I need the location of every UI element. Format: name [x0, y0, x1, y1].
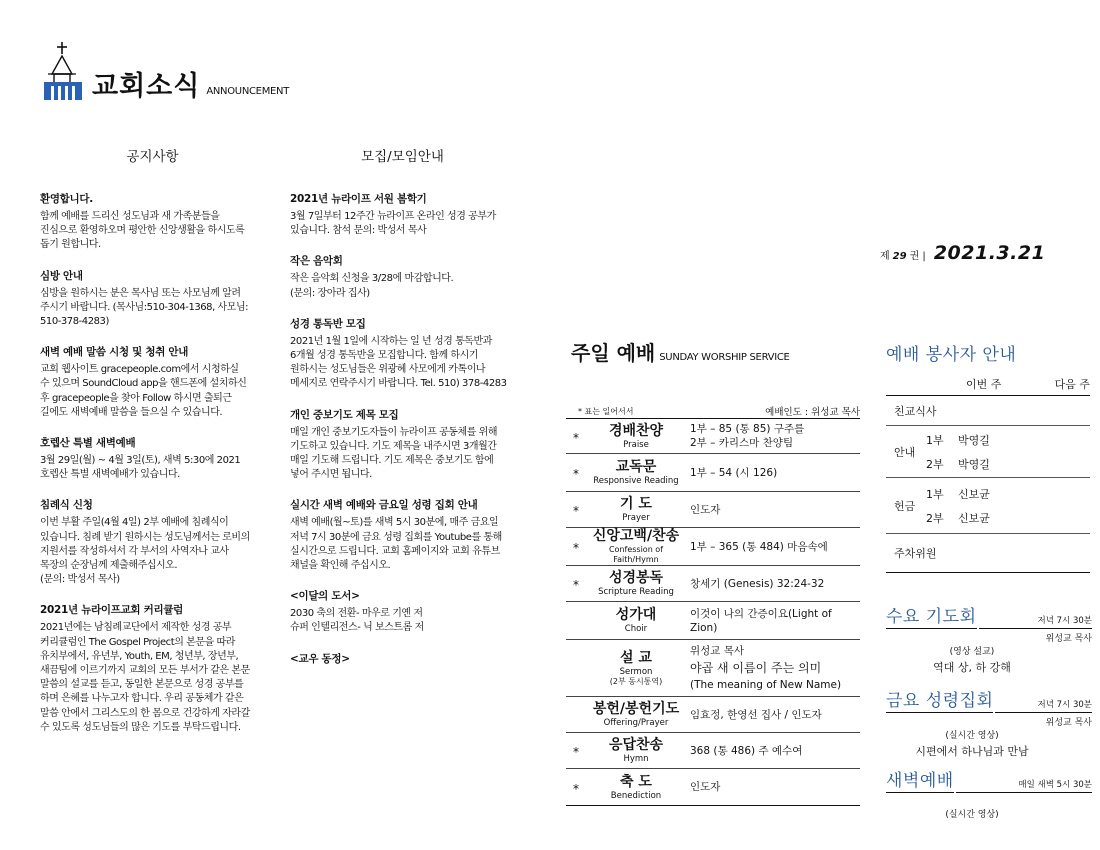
standing-note: * 표는 일어서서: [578, 407, 634, 416]
worship-item-name: [586, 423, 686, 450]
service-format: (영상 설교): [949, 647, 995, 657]
service-format: (실시간 영상): [945, 810, 999, 820]
recruit-title: 2021년 뉴라이프 서원 봄학기: [290, 193, 427, 205]
fellowship-label: 친교식사: [894, 404, 937, 418]
worship-item-en: Hymn: [623, 754, 649, 764]
notice-item: [40, 268, 265, 330]
worship-item-content: [686, 577, 860, 591]
worship-row: [566, 697, 860, 733]
vol-suffix: 권 |: [909, 251, 926, 262]
standing-mark: [566, 667, 586, 670]
recruit-title: 작은 음악회: [290, 255, 343, 268]
friday-service: [886, 686, 1092, 759]
worship-row: [566, 454, 860, 492]
notice-body: 교회 웹사이트 gracepeople.com에서 시청하실 수 있으며 SoundCloud app을 핸드폰에 설치하신 후 gracepeople을 찾아 Follow 하시면 출퇴근 길에도 새벽예배 말씀을 들으실 수 있습니다.: [40, 364, 247, 418]
worship-item-ko: 축 도: [620, 773, 652, 790]
worship-content-line: 임효정, 한영선 집사 / 인도자: [690, 708, 822, 721]
dawn-service: [886, 766, 1092, 820]
recruit-item: [290, 497, 515, 573]
worship-header: [571, 337, 790, 366]
volunteer-name: 신보균: [958, 487, 990, 501]
worship-item-ko: 설 교: [620, 649, 652, 666]
recruit-title: 실시간 새벽 예배와 금요일 성령 집회 안내: [290, 499, 478, 512]
service-title: 금요 성령집회: [886, 686, 993, 713]
standing-mark: *: [573, 504, 579, 518]
worship-item-en: Scripture Reading: [598, 587, 674, 597]
service-time: 저녁 7시 30분: [979, 614, 1092, 629]
volunteer-entry: [926, 428, 1018, 452]
offering-list: [926, 482, 1018, 530]
worship-content-line: 368 (통 486) 주 예수여: [690, 744, 803, 757]
service-header: [886, 602, 1092, 629]
recruit-body: 2021년 1월 1일에 시작하는 일 년 성경 통독반과 6개월 성경 통독반을 모집합니다. 함께 하시기 원하시는 성도님들은 위광혜 사모에게 카톡이나 메세지로 연락주시기 바랍니다. Tel. 510) 378-4283: [290, 335, 507, 390]
worship-content-line: 1부 – 365 (통 484) 마음속에: [690, 540, 828, 553]
worship-item-en: Praise: [623, 439, 649, 450]
worship-item-ko: 신앙고백/찬송: [592, 528, 680, 544]
volunteer-row: [886, 478, 1090, 534]
volunteer-entry: [926, 506, 1018, 530]
volunteers-table: [886, 395, 1090, 573]
notice-title: 2021년 뉴라이프교회 커리큘럼: [40, 604, 184, 617]
worship-content-line: 1부 – 85 (통 85) 구주를: [690, 423, 805, 435]
service-preacher: 위성교 목사: [1045, 634, 1092, 644]
worship-item-content: [686, 744, 860, 758]
worship-row: [566, 566, 860, 602]
church-icon: [40, 42, 86, 100]
recruit-body: 작은 음악회 신청을 3/28에 마감합니다. (문의: 장아라 집사): [290, 273, 454, 299]
worship-item-content: [686, 607, 860, 635]
notice-title: 침례식 신청: [40, 499, 93, 512]
service-topic: 역대 상, 하 강해: [933, 661, 1011, 674]
notice-body: 함께 예배를 드리신 성도님과 새 가족분들을 진심으로 환영하오며 평안한 신앙생활을 하시도록 돕기 원합니다.: [40, 211, 245, 251]
worship-item-en: Offering/Prayer: [603, 718, 669, 728]
issue-info: [880, 242, 1045, 264]
worship-row: [566, 419, 860, 454]
worship-item-name: [586, 528, 686, 565]
worship-row: [566, 602, 860, 640]
worship-item-en: Choir: [624, 624, 648, 634]
recruit-item: [290, 651, 515, 666]
service-preacher: 위성교 목사: [1045, 718, 1092, 728]
volunteer-entry: [926, 452, 1018, 476]
worship-row: [566, 640, 860, 697]
worship-item-name: [586, 496, 686, 523]
worship-content-line: 창세기 (Genesis) 32:24-32: [690, 577, 825, 590]
page-title: 교회소식: [92, 71, 201, 102]
service-part: 2부: [926, 511, 944, 525]
worship-row: [566, 733, 860, 769]
worship-item-ko: 경배찬양: [608, 422, 664, 439]
recruit-title: 성경 통독반 모집: [290, 317, 366, 330]
standing-mark: [566, 619, 586, 622]
page-subtitle: ANNOUNCEMENT: [206, 86, 290, 97]
worship-order-table: [566, 418, 860, 806]
notice-title: 새벽 예배 말씀 시청 및 청취 안내: [40, 346, 189, 359]
recruit-body: 3월 7일부터 12주간 뉴라이프 온라인 성경 공부가 있습니다. 참석 문의: 박성서 목사: [290, 211, 496, 237]
notice-item: [40, 602, 265, 735]
sermon-title: 야곱 새 이름이 주는 의미: [690, 660, 822, 675]
notice-item: [40, 191, 265, 253]
worship-item-en: Confession of Faith/Hymn: [608, 545, 664, 564]
notice-body: 2021년에는 남침례교단에서 제작한 성경 공부 커리큘럼인 The Gospel Project의 본문을 따라 유치부에서, 유년부, Youth, EM, 청년부, 장년부, 새끔팀에 이르기까지 교회의 모든 부서가 같은 본문 말씀의 설교를 듣고, 동일한 본문으로 성경 공부를 하며 은혜를 나누고자 합니다. 우리 공동체가 같은 말씀 안에서 그리스도의 한 몸으로 건강하게 자라갈 수 있도록 성도님들의 많은 기도를 부탁드립니다.: [40, 622, 250, 733]
recruit-body: 매일 개인 중보기도자들이 뉴라이프 공동체를 위해 기도하고 있습니다. 기도 제목을 내주시면 3개월간 매일 기도해 드립니다. 기도 제목은 중보기도 함에 넣어 주시면 됩니다.: [290, 426, 498, 481]
volunteers-column-headers: [966, 376, 1090, 392]
recruit-item: [290, 191, 515, 238]
notice-body: 심방을 원하시는 분은 목사님 또는 사모님께 알려 주시기 바랍니다. (목사님:510-304-1368, 사모님: 510-378-4283): [40, 287, 249, 328]
parking-label: 주차위원: [894, 547, 937, 560]
worship-content-line: 2부 – 카리스마 찬양팀: [690, 437, 794, 449]
recruit-item: [290, 253, 515, 300]
notice-title: 호렙산 특별 새벽예배: [40, 437, 136, 450]
sermon-title-en: (The meaning of New Name): [690, 678, 842, 691]
next-week-header: 다음 주: [1054, 378, 1090, 391]
recruit-title: 개인 중보기도 제목 모집: [290, 408, 399, 421]
worship-item-content: [686, 780, 860, 794]
worship-item-ko: 성가대: [615, 607, 657, 623]
standing-mark: *: [573, 578, 579, 592]
worship-item-content: [686, 466, 860, 480]
service-header: [886, 686, 1092, 713]
recruit-column: [290, 145, 515, 681]
service-title: 수요 기도회: [886, 602, 977, 629]
recruit-item: [290, 316, 515, 392]
worship-row: [566, 528, 860, 566]
service-time: 매일 새벽 5시 30분: [956, 778, 1092, 793]
worship-subtitle: SUNDAY WORSHIP SERVICE: [659, 352, 790, 363]
service-format: (실시간 영상): [945, 731, 999, 741]
notices-heading: 공지사항: [126, 149, 179, 165]
service-time: 저녁 7시 30분: [995, 698, 1092, 713]
volunteer-name: 박영길: [958, 457, 990, 471]
worship-row: [566, 769, 860, 805]
service-part: 1부: [926, 433, 944, 447]
vol-number: 29: [892, 251, 907, 262]
recruit-title: <교우 동정>: [290, 652, 350, 665]
worship-item-content: [686, 503, 860, 517]
worship-leader: 예배인도 : 위성교 목사: [765, 407, 860, 418]
worship-item-name: [586, 701, 686, 728]
notice-title: 심방 안내: [40, 269, 83, 282]
notice-item: [40, 497, 265, 587]
standing-mark: *: [573, 745, 579, 759]
standing-mark: *: [573, 467, 579, 481]
worship-item-note: (2부 동시통역): [609, 676, 663, 686]
volunteer-row: [886, 426, 1090, 478]
service-topic: 시편에서 하나님과 만남: [915, 745, 1029, 758]
worship-content-line: 인도자: [690, 503, 721, 516]
recruit-item: [290, 407, 515, 483]
worship-title: 주일 예배: [571, 341, 656, 365]
wednesday-service: [886, 602, 1092, 675]
volunteer-name: 신보균: [958, 511, 990, 525]
standing-mark: *: [573, 541, 579, 555]
worship-item-content: [686, 643, 860, 694]
worship-item-name: [586, 607, 686, 634]
offering-label: 헌금: [894, 499, 916, 513]
recruit-body: 2030 축의 전환- 마우로 기옌 저 슈퍼 인텔리전스- 닉 보스트롬 저: [290, 608, 424, 634]
worship-item-en: Benediction: [610, 790, 662, 801]
worship-item-ko: 응답찬송: [608, 737, 664, 753]
worship-item-content: [686, 540, 860, 554]
worship-item-name: [586, 650, 686, 687]
volunteer-entry: [926, 482, 1018, 506]
recruit-body: 새벽 예배(월~토)를 새벽 5시 30분에, 매주 금요일 저녁 7시 30분에 금요 성령 집회를 Youtube를 통해 실시간으로 드립니다. 교회 홈페이지와 교회 유튜브 채널을 확인해 주십시오.: [290, 517, 502, 572]
worship-item-name: [586, 459, 686, 486]
masthead: [40, 40, 289, 100]
service-header: [886, 766, 1092, 793]
this-week-header: 이번 주: [966, 378, 1002, 391]
worship-item-name: [586, 737, 686, 764]
worship-item-name: [586, 570, 686, 597]
volunteer-row: [886, 396, 1090, 426]
service-title: 새벽예배: [886, 766, 954, 793]
worship-item-name: [586, 774, 686, 801]
recruit-item: [290, 588, 515, 635]
volunteers-title: 예배 봉사자 안내: [886, 345, 1017, 365]
standing-mark: *: [573, 781, 579, 796]
usher-label: 안내: [894, 445, 916, 459]
usher-list: [926, 428, 1018, 476]
worship-item-content: [686, 708, 860, 722]
worship-item-content: [686, 422, 860, 450]
vol-prefix: 제: [880, 251, 890, 262]
notice-body: 3월 29일(월) ~ 4월 3일(토), 새벽 5:30에 2021 호렙산 특별 새벽예배가 있습니다.: [40, 455, 241, 481]
recruit-title: <이달의 도서>: [290, 590, 360, 603]
worship-content-line: 위성교 목사: [690, 644, 745, 657]
volunteer-row: [886, 534, 1090, 572]
recruit-heading: 모집/모임안내: [361, 149, 444, 165]
worship-item-en: Prayer: [622, 513, 650, 523]
notice-body: 이번 부활 주일(4월 4일) 2부 예배에 침례식이 있습니다. 침례 받기 원하시는 성도님께서는 로비의 지원서를 작성하셔서 각 부서의 사역자나 교사 목장의 순장님께 제출해주십시오. (문의: 박성서 목사): [40, 517, 250, 586]
notice-item: [40, 435, 265, 482]
worship-item-en: Sermon: [619, 666, 653, 677]
standing-mark: [566, 713, 586, 716]
standing-mark: *: [573, 430, 579, 445]
worship-content-line: 1부 – 54 (시 126): [690, 466, 778, 479]
worship-item-ko: 봉헌/봉헌기도: [592, 701, 680, 717]
worship-item-ko: 기 도: [620, 496, 652, 512]
notices-column: [40, 145, 265, 750]
volunteer-name: 박영길: [958, 433, 990, 447]
worship-content-line: 이것이 나의 간증이요(Light of Zion): [690, 607, 832, 634]
service-part: 1부: [926, 487, 944, 501]
worship-item-en: Responsive Reading: [593, 476, 679, 486]
issue-date: 2021.3.21: [933, 242, 1046, 264]
worship-item-ko: 성경봉독: [608, 570, 664, 586]
worship-content-line: 인도자: [690, 781, 721, 793]
worship-row: [566, 492, 860, 528]
worship-item-ko: 교독문: [615, 459, 657, 475]
notice-title: 환영합니다.: [40, 193, 93, 205]
service-part: 2부: [926, 457, 944, 471]
notice-item: [40, 344, 265, 420]
